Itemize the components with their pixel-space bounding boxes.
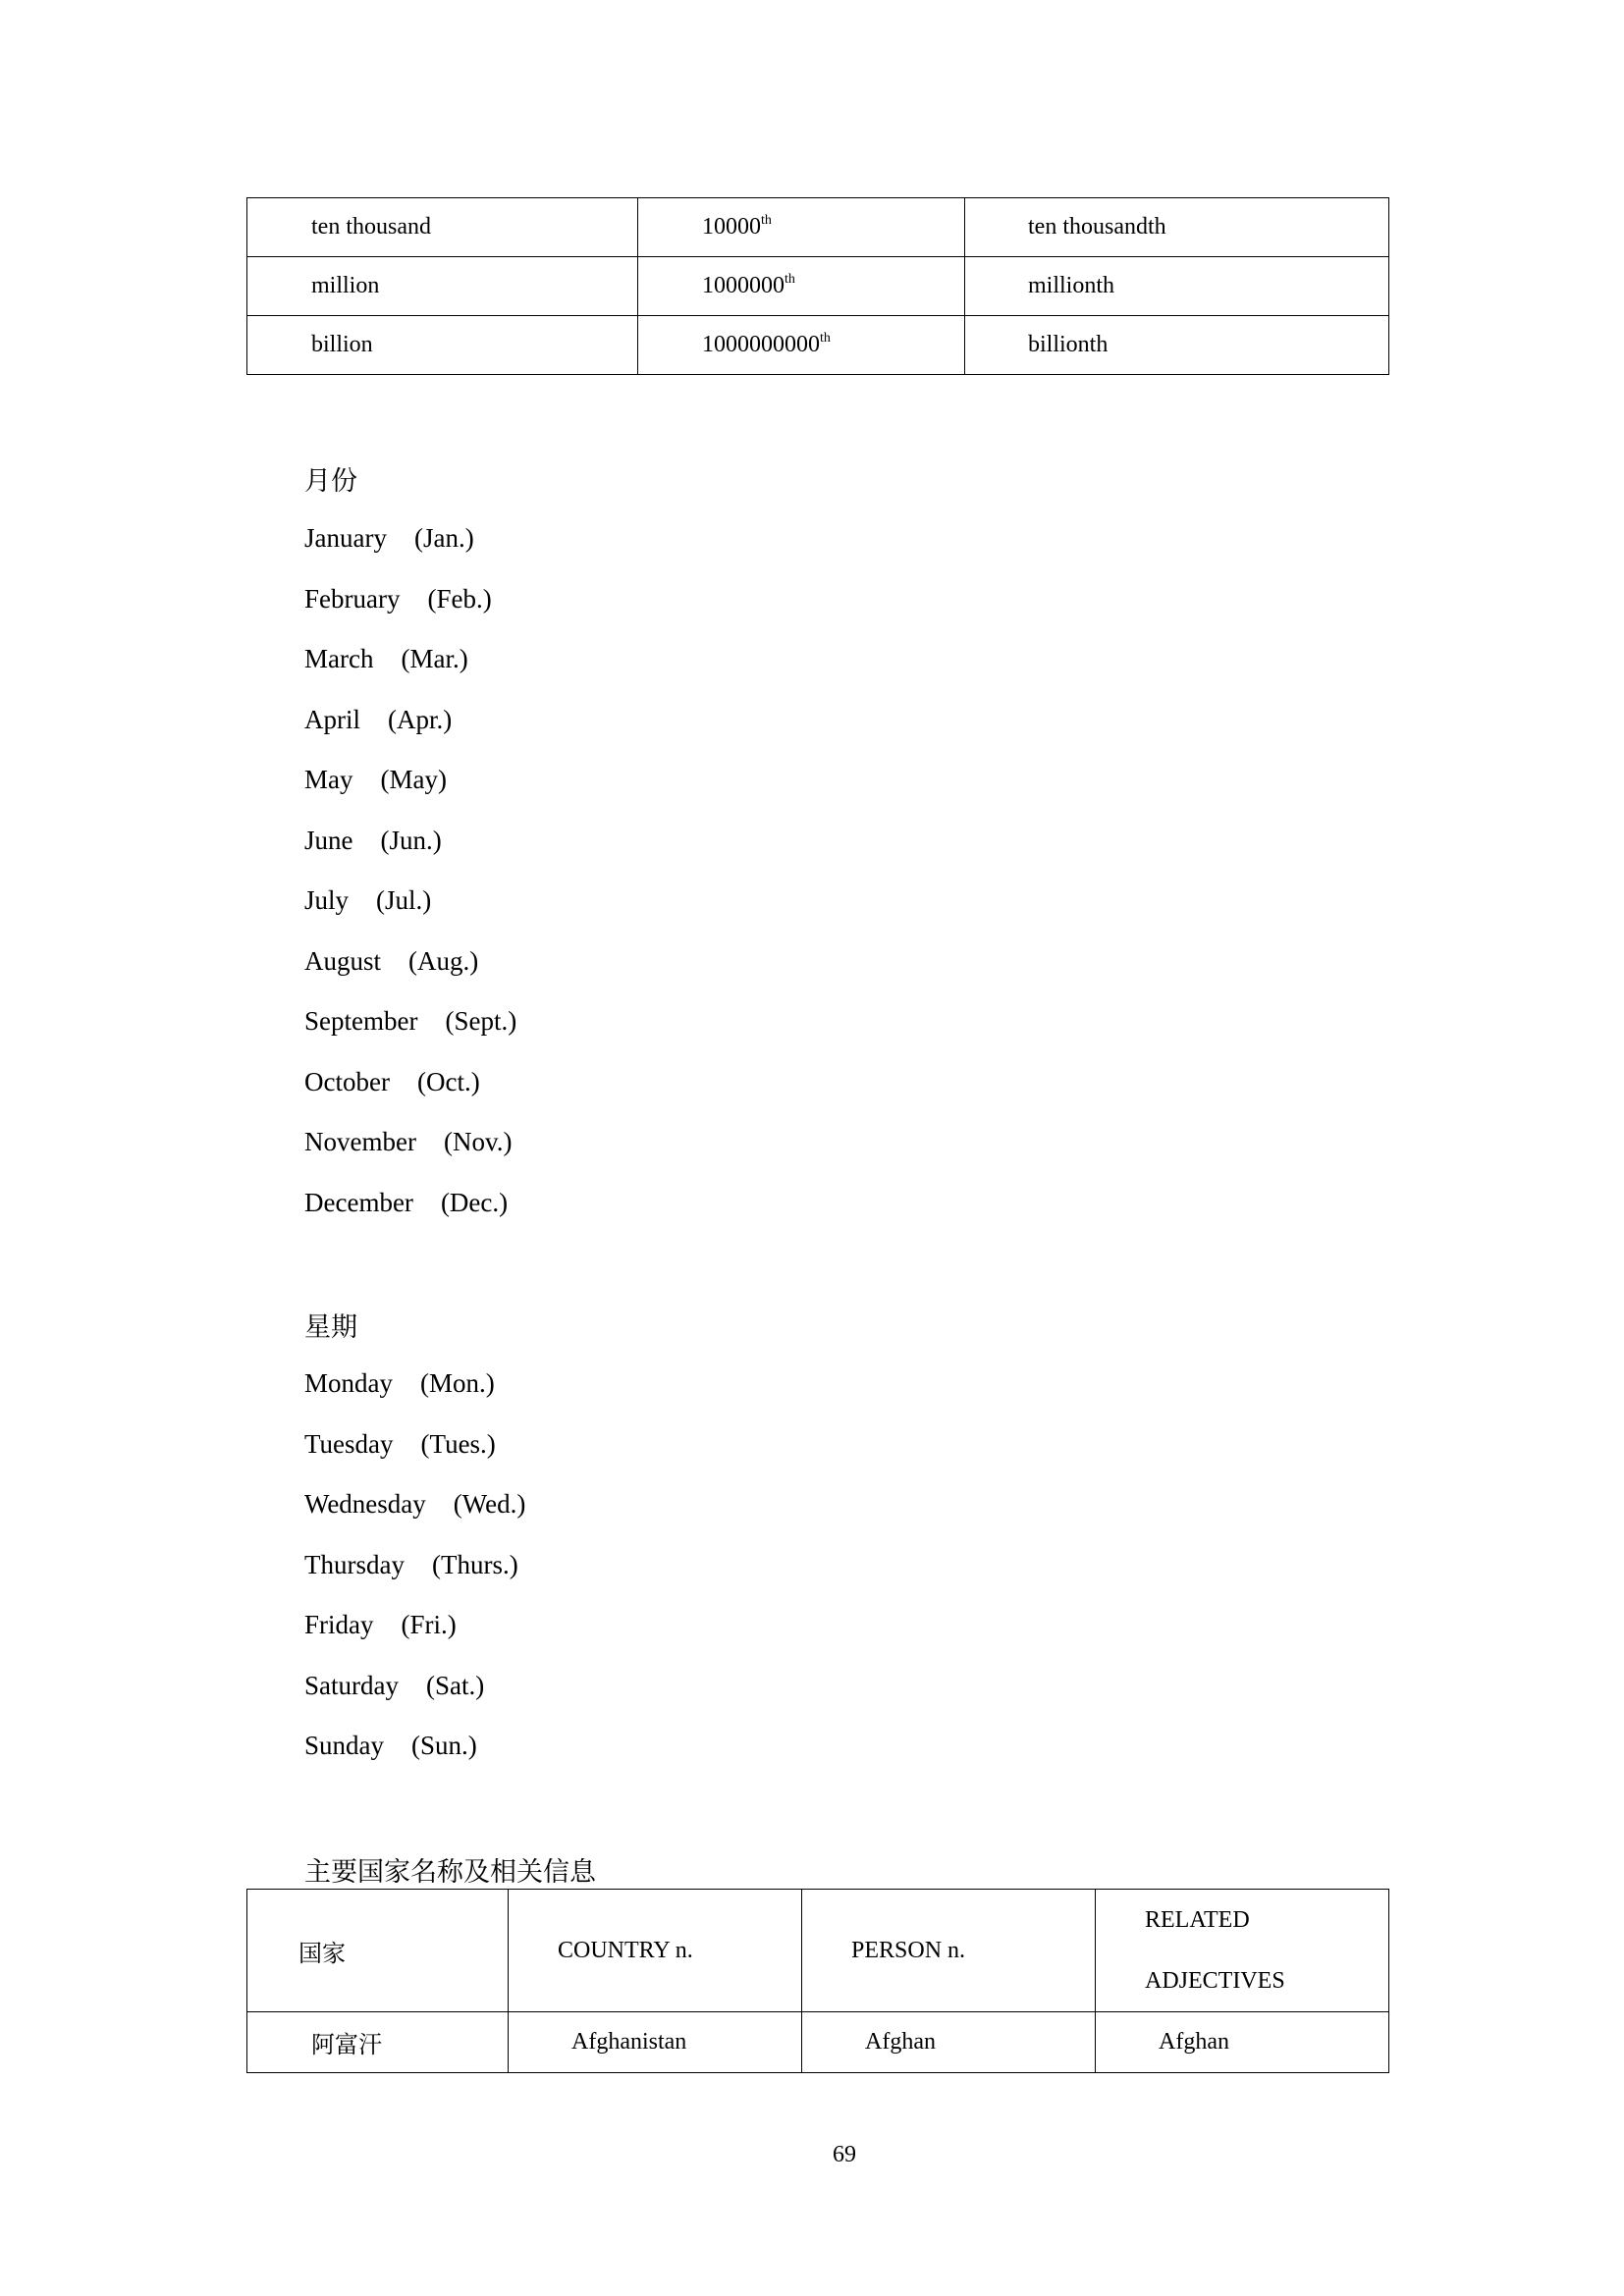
list-item: September (Sept.) xyxy=(304,1006,517,1036)
ordinal-number: 1000000000th xyxy=(702,331,831,357)
list-item: March (Mar.) xyxy=(304,644,468,673)
list-item: May (May) xyxy=(304,765,447,794)
list-item: November (Nov.) xyxy=(304,1127,513,1156)
ordinal-word: ten thousandth xyxy=(965,198,1389,257)
list-item: Wednesday (Wed.) xyxy=(304,1489,526,1519)
list-item: Tuesday (Tues.) xyxy=(304,1428,496,1459)
header-adjectives: RELATED ADJECTIVES xyxy=(1096,1890,1389,2012)
ordinal-number: 10000th xyxy=(702,213,772,240)
header-person: PERSON n. xyxy=(802,1890,1096,2012)
list-item: Sunday (Sun.) xyxy=(304,1731,477,1760)
table-row xyxy=(247,316,1389,375)
ordinal-number: 1000000th xyxy=(702,272,795,298)
header-country: COUNTRY n. xyxy=(509,1890,802,2012)
months-heading: 月份 xyxy=(304,466,357,496)
table-row xyxy=(247,198,1389,257)
list-item: July (Jul.) xyxy=(304,885,432,915)
table-row xyxy=(247,257,1389,316)
weekdays-list xyxy=(304,1369,525,1792)
country-table xyxy=(246,1889,1389,2073)
ordinal-table xyxy=(246,197,1389,375)
list-item: April (Apr.) xyxy=(304,704,453,734)
list-item: Monday (Mon.) xyxy=(304,1368,495,1398)
ordinal-word: billionth xyxy=(965,316,1389,375)
cell-person: Afghan xyxy=(802,2012,1096,2073)
list-item: Friday (Fri.) xyxy=(304,1610,457,1639)
page-number: 69 xyxy=(833,2142,856,2167)
cardinal-word: billion xyxy=(247,316,638,375)
list-item: June (Jun.) xyxy=(304,825,442,855)
list-item: February (Feb.) xyxy=(304,583,492,614)
months-list xyxy=(304,524,516,1249)
ordinal-word: millionth xyxy=(965,257,1389,316)
header-chinese: 国家 xyxy=(247,1890,509,2012)
list-item: December (Dec.) xyxy=(304,1187,509,1217)
cell-adjective: Afghan xyxy=(1096,2012,1389,2073)
cell-country: Afghanistan xyxy=(509,2012,802,2073)
list-item: Thursday (Thurs.) xyxy=(304,1549,518,1579)
cardinal-word: ten thousand xyxy=(247,198,638,257)
countries-heading: 主要国家名称及相关信息 xyxy=(304,1857,596,1887)
list-item: January (Jan.) xyxy=(304,523,474,553)
list-item: October (Oct.) xyxy=(304,1066,480,1096)
cardinal-word: million xyxy=(247,257,638,316)
table-header-row xyxy=(247,1890,1389,2012)
list-item: Saturday (Sat.) xyxy=(304,1670,485,1700)
table-row xyxy=(247,2012,1389,2073)
cell-chinese: 阿富汗 xyxy=(247,2012,509,2073)
weekdays-heading: 星期 xyxy=(304,1312,357,1342)
list-item: August (Aug.) xyxy=(304,945,479,976)
